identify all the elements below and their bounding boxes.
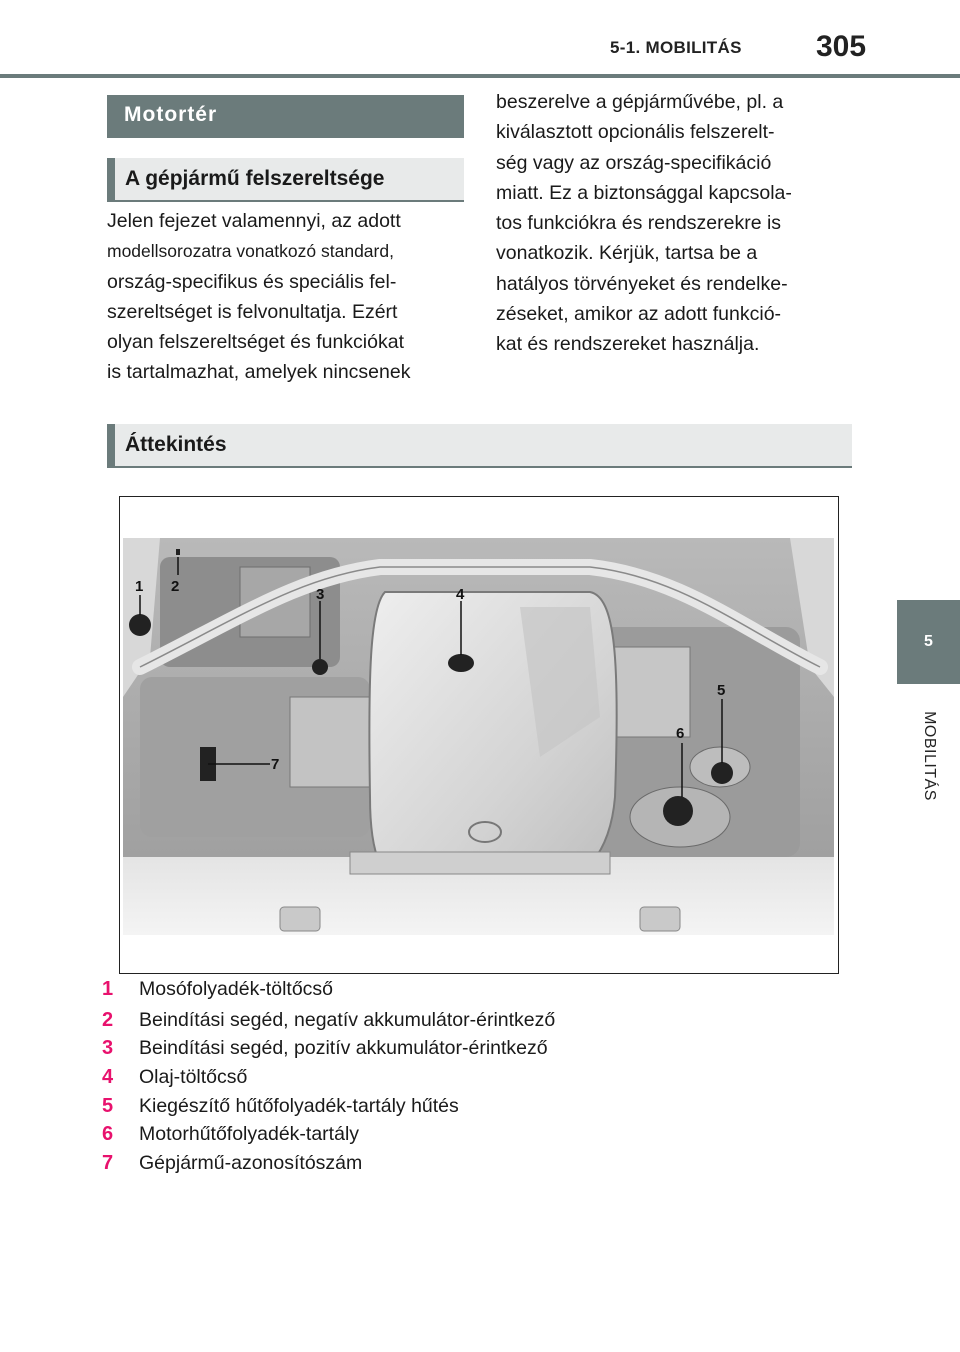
body-line: szereltséget is felvonultatja. Ezért	[107, 300, 398, 323]
legend-number: 7	[102, 1151, 114, 1174]
body-line: modellsorozatra vonatkozó standard,	[107, 241, 394, 262]
body-line: miatt. Ez a biztonsággal kapcsola-	[496, 181, 792, 204]
left-latch	[280, 907, 320, 931]
legend-number: 4	[102, 1065, 114, 1088]
engine-bay-illustration	[120, 497, 838, 973]
legend-text: Mosófolyadék-töltőcső	[139, 978, 334, 1000]
chapter-tab[interactable]	[897, 600, 960, 684]
legend-number: 1	[102, 978, 114, 1000]
legend-text: Kiegészítő hűtőfolyadék-tartály hűtés	[139, 1094, 459, 1117]
legend-item	[102, 978, 555, 1009]
right-housing	[610, 647, 690, 737]
page-number: 305	[816, 30, 867, 63]
body-line: vonatkozik. Kérjük, tartsa be a	[496, 242, 758, 265]
engine-coolant-cap	[663, 796, 693, 826]
chapter-side-label	[897, 686, 960, 826]
legend-item	[102, 1095, 555, 1124]
section-heading-motorter: Motortér	[107, 95, 464, 138]
jump-start-positive-terminal	[312, 659, 328, 675]
chapter-label: MOBILITÁS	[920, 711, 938, 801]
legend-text: Gépjármű-azonosítószám	[139, 1151, 363, 1174]
legend-item	[102, 1152, 555, 1181]
callout-1: 1	[135, 578, 144, 595]
legend-text: Motorhűtőfolyadék-tartály	[139, 1123, 360, 1146]
right-latch	[640, 907, 680, 931]
body-line: tos funkciókra és rendszerekre is	[496, 212, 782, 235]
section-heading-attekintes: Áttekintés	[107, 424, 852, 468]
body-line: kat és rendszereket használja.	[496, 333, 760, 356]
legend-item	[102, 1066, 555, 1095]
washer-fluid-cap	[129, 614, 151, 636]
body-line: ség vagy az ország-specifikáció	[496, 151, 772, 174]
body-line: zéseket, amikor az adott funkció-	[496, 303, 782, 326]
body-line: ország-specifikus és speciális fel-	[107, 270, 397, 293]
legend-number: 5	[102, 1094, 114, 1117]
callout-3: 3	[316, 586, 325, 603]
legend-item	[102, 1037, 555, 1066]
jump-start-negative-terminal	[176, 549, 180, 555]
header-rule	[0, 74, 960, 78]
legend-text: Beindítási segéd, pozitív akkumulátor-érintkező	[139, 1037, 548, 1060]
legend-number: 6	[102, 1123, 114, 1146]
aux-coolant-cap	[711, 762, 733, 784]
callout-6: 6	[676, 725, 685, 742]
callout-4: 4	[456, 586, 465, 603]
figure-legend	[102, 978, 555, 1181]
callout-2: 2	[171, 578, 180, 595]
legend-text: Beindítási segéd, negatív akkumulátor-érintkező	[139, 1008, 556, 1031]
legend-text: Olaj-töltőcső	[139, 1065, 248, 1088]
legend-number: 3	[102, 1037, 114, 1060]
body-line: is tartalmazhat, amelyek nincsenek	[107, 361, 411, 384]
legend-item	[102, 1123, 555, 1152]
body-line: kiválasztott opcionális felszerelt-	[496, 121, 775, 144]
callout-7: 7	[271, 756, 280, 773]
legend-number: 2	[102, 1008, 114, 1031]
header-section-title: 5-1. MOBILITÁS	[610, 38, 742, 57]
body-text-right	[496, 87, 856, 360]
callout-5: 5	[717, 682, 726, 699]
body-line: olyan felszereltséget és funkciókat	[107, 331, 404, 354]
body-text-left	[107, 206, 467, 388]
legend-item	[102, 1009, 555, 1038]
body-line: beszerelve a gépjárművébe, pl. a	[496, 91, 784, 113]
engine-bay-figure	[119, 496, 839, 974]
body-line: Jelen fejezet valamennyi, az adott	[107, 210, 401, 232]
oil-filler-cap	[448, 654, 474, 672]
body-line: hatályos törvényeket és rendelke-	[496, 272, 788, 295]
section-heading-felszereltseg: A gépjármű felszereltsége	[107, 158, 464, 202]
chapter-number: 5	[924, 633, 933, 650]
left-housing	[290, 697, 370, 787]
radiator-support	[350, 852, 610, 874]
